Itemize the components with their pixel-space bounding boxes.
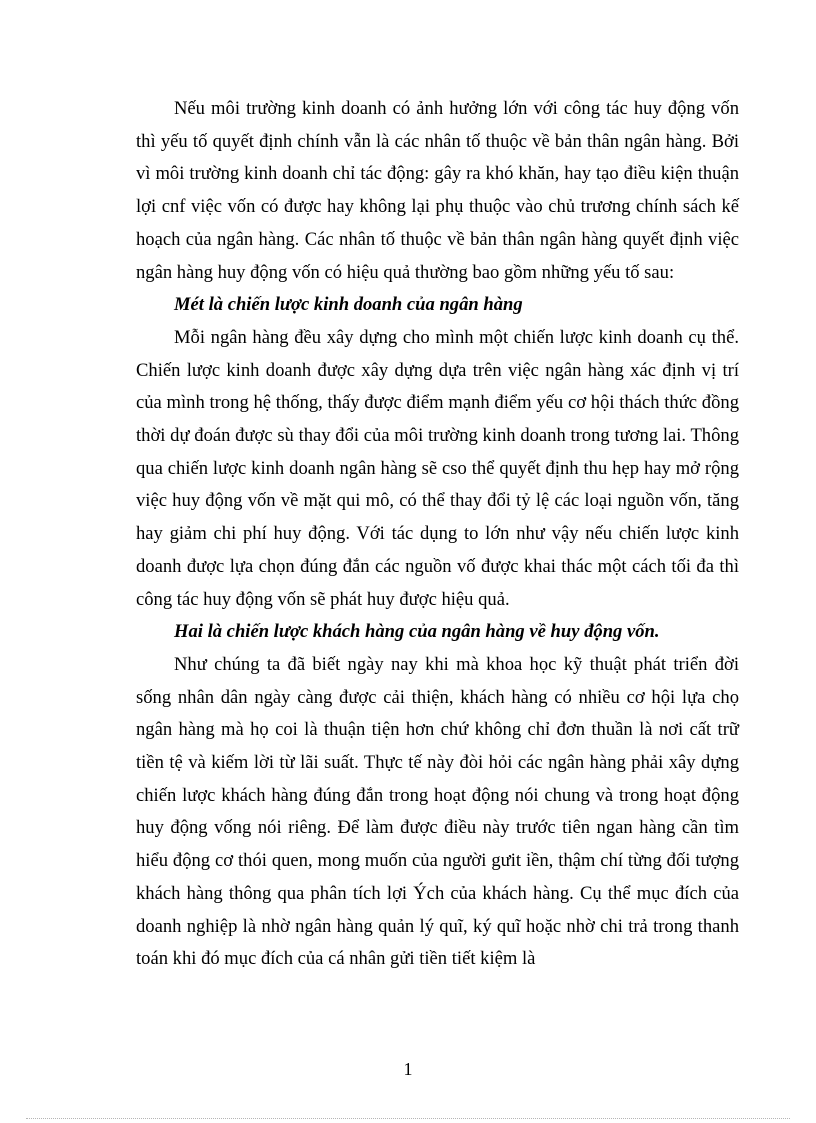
paragraph-intro: Nếu môi trường kinh doanh có ảnh hưởng lớn với công tác huy động vốn thì yếu tố quyết định chính vẫn là các nhân tố thuộc về bản thân ngân hàng. Bởi vì môi trường kinh doanh chỉ tác động: gây ra khó khăn, hay tạo điều kiện thuận lợi cnf việc vốn có được hay không lại phụ thuộc vào chủ trương chính sách kế hoạch của ngân hàng. Các nhân tố thuộc về bản thân ngân hàng quyết định việc ngân hàng huy động vốn có hiệu quả thường bao gồm những yếu tố sau: (136, 98, 739, 283)
page-bottom-divider (26, 1118, 790, 1119)
paragraph-customer-strategy: Như chúng ta đã biết ngày nay khi mà khoa học kỹ thuật phát triển đời sống nhân dân ngày càng được cải thiện, khách hàng có nhiều cơ hội lựa chọ ngân hàng mà họ coi là thuận tiện hơn chứ không chỉ đơn thuần là nơi cất trữ tiền tệ và kiếm lời từ lãi suất. Thực tế này đòi hỏi các ngân hàng phải xây dựng chiến lược khách hàng đúng đắn trong hoạt động nói chung và trong hoạt động huy động vống nói riêng. Để làm được điều này trước tiên ngan hàng cần tìm hiểu động cơ thói quen, mong muốn của người gưit iền, thậm chí từng đối tượng khách hàng thông qua phân tích lợi Ých của khách hàng. Cụ thể mục đích của doanh nghiệp là nhờ ngân hàng quản lý quĩ, ký quĩ hoặc nhờ chi trả trong thanh toán khi đó mục đích của cá nhân gửi tiền tiết kiệm là (136, 653, 739, 970)
paragraph-business-strategy: Mỗi ngân hàng đều xây dựng cho mình một chiến lược kinh doanh cụ thể. Chiến lược kinh doanh được xây dựng dựa trên việc ngân hàng xác định vị trí của mình trong hệ thống, thấy được điểm mạnh điểm yếu cơ hội thách thức đồng thời dự đoán được sù thay đổi của môi trường kinh doanh trong tương lai. Thông qua chiến lược kinh doanh ngân hàng sẽ cso thể quyết định thu hẹp hay mở rộng việc huy động vốn về mặt qui mô, có thể thay đổi tỷ lệ các loại nguồn vốn, tăng hay giảm chi phí huy động. Với tác dụng to lớn như vậy nếu chiến lược kinh doanh được lựa chọn đúng đắn các nguồn vố được khai thác một cách tối đa thì công tác huy động vốn sẽ phát huy được hiệu quả. (136, 326, 739, 610)
document-body (136, 93, 739, 976)
section-heading-business-strategy: Mét là chiến lược kinh doanh của ngân hàng (174, 294, 523, 316)
page-number: 1 (403, 1059, 413, 1079)
section-heading-customer-strategy: Hai là chiến lược khách hàng của ngân hàng về huy động vốn. (174, 621, 660, 643)
